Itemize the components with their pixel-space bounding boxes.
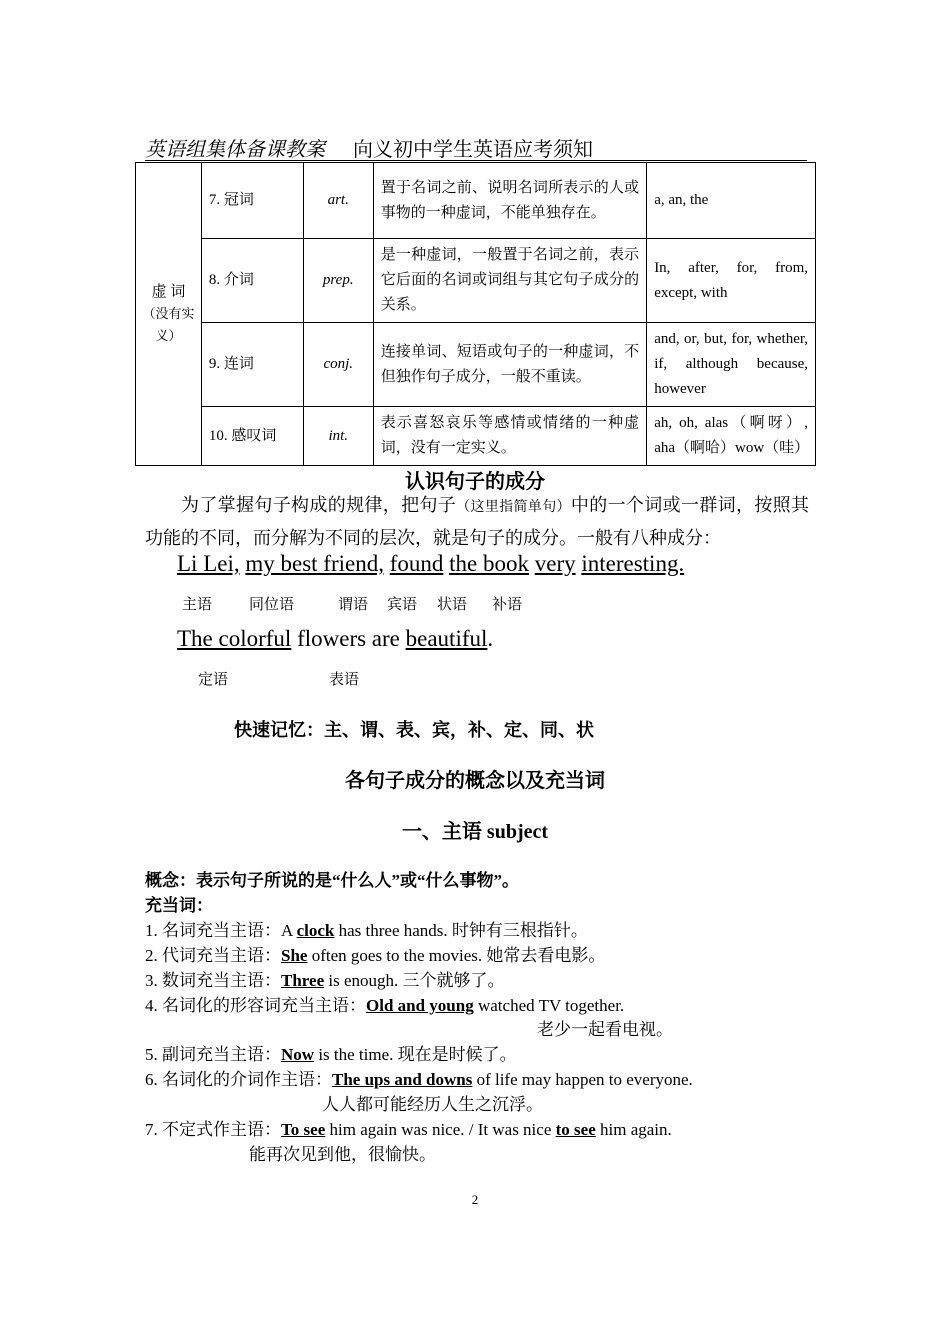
label-complement: 补语	[492, 597, 523, 613]
list-item: 3. 数词充当主语：Three is enough. 三个就够了。	[145, 971, 505, 990]
para-text-a: 为了掌握句子构成的规律，把句子	[181, 495, 457, 515]
example-sentence-1	[177, 551, 684, 577]
label-predicate: 谓语	[338, 597, 369, 613]
subject-part: Li Lei,	[177, 551, 240, 576]
category-sub: （没有实义）	[142, 306, 195, 343]
category-main: 虚 词	[151, 284, 186, 300]
para-note: （这里指简单句）	[456, 500, 571, 515]
predicate-part: found	[389, 551, 444, 576]
predicative-part: beautiful	[405, 626, 488, 651]
pos-desc: 表示喜怒哀乐等感情或情绪的一种虚词，没有一定实义。	[373, 407, 646, 466]
section-heading-2: 各句子成分的概念以及充当词	[345, 770, 605, 792]
complement-part: interesting.	[581, 551, 685, 576]
period: .	[487, 626, 494, 651]
category-cell	[136, 163, 202, 466]
list-item: 7. 不定式作主语：To see him again was nice. / It was nice to see him again.	[145, 1120, 672, 1139]
subject-heading: 一、主语 subject	[401, 821, 549, 843]
pos-abbr: int.	[303, 407, 373, 466]
pos-examples: In, after, for, from, except, with	[647, 239, 816, 323]
section-heading: 认识句子的成分	[405, 471, 545, 493]
label-object: 宾语	[387, 597, 418, 613]
fill-label: 充当词：	[145, 896, 213, 915]
pos-name: 9. 连词	[201, 323, 303, 407]
label-adverbial: 状语	[437, 597, 468, 613]
list-item: 5. 副词充当主语：Now is the time. 现在是时候了。	[145, 1045, 517, 1064]
list-item: 2. 代词充当主语：She often goes to the movies. 她常去看电影。	[145, 946, 606, 965]
key-word: Old and young	[366, 996, 474, 1015]
pos-examples: and, or, but, for, whether, if, although because, however	[647, 323, 816, 407]
table-row	[136, 407, 816, 466]
pos-desc: 置于名词之前、说明名词所表示的人或事物的一种虚词，不能单独存在。	[373, 163, 646, 239]
key-word: Three	[281, 971, 325, 990]
pos-abbr: conj.	[303, 323, 373, 407]
table-row	[136, 163, 816, 239]
adverbial-part: very	[534, 551, 576, 576]
intro-paragraph	[145, 490, 809, 553]
key-word: The ups and downs	[332, 1070, 473, 1089]
translation-line: 老少一起看电视。	[537, 1020, 673, 1039]
attribute-part: The colorful	[177, 626, 292, 651]
pos-abbr: prep.	[303, 239, 373, 323]
para-text-b: 中的一个词或一群词，按照其功能的不同，而分解为不同的层次，就是句子的成分。一般有八种成分：	[145, 495, 810, 548]
label-attribute: 定语	[198, 672, 229, 688]
pos-name: 7. 冠词	[201, 163, 303, 239]
key-word: to see	[555, 1120, 596, 1139]
concept-line: 概念：表示句子所说的是“什么人”或“什么事物”。	[145, 871, 519, 890]
memory-tip: 快速记忆：主、谓、表、宾，补、定、同、状	[234, 720, 594, 740]
pos-desc: 是一种虚词，一般置于名词之前，表示它后面的名词或词组与其它句子成分的关系。	[373, 239, 646, 323]
list-item: 6. 名词化的介词作主语：The ups and downs of life may happen to everyone.	[145, 1070, 693, 1089]
key-word: clock	[296, 921, 335, 940]
example-sentence-2	[177, 626, 493, 652]
object-part: the book	[449, 551, 529, 576]
label-predicative: 表语	[329, 672, 360, 688]
appositive-part: my best friend,	[245, 551, 384, 576]
translation-line: 能再次见到他，很愉快。	[249, 1145, 436, 1164]
list-item: 1. 名词充当主语：A clock has three hands. 时钟有三根指针。	[145, 921, 588, 940]
header-title: 向义初中学生英语应考须知	[353, 139, 593, 161]
parts-of-speech-table	[135, 162, 816, 466]
page-number: 2	[471, 1192, 479, 1207]
pos-abbr: art.	[303, 163, 373, 239]
plain-part: flowers are	[297, 626, 400, 651]
table-row	[136, 323, 816, 407]
pos-examples: a, an, the	[647, 163, 816, 239]
table-row	[136, 239, 816, 323]
page-header	[145, 133, 807, 161]
header-school: 英语组集体备课教案	[145, 139, 325, 161]
label-appositive: 同位语	[249, 597, 295, 613]
translation-line: 人人都可能经历人生之沉浮。	[322, 1095, 543, 1114]
pos-desc: 连接单词、短语或句子的一种虚词，不但独作句子成分，一般不重读。	[373, 323, 646, 407]
key-word: To see	[281, 1120, 326, 1139]
key-word: Now	[281, 1045, 315, 1064]
pos-name: 10. 感叹词	[201, 407, 303, 466]
key-word: She	[281, 946, 308, 965]
label-subject: 主语	[182, 597, 213, 613]
pos-name: 8. 介词	[201, 239, 303, 323]
pos-examples: ah, oh, alas（啊呀）, aha（啊哈）wow（哇）	[647, 407, 816, 466]
list-item: 4. 名词化的形容词充当主语：Old and young watched TV together.	[145, 996, 625, 1015]
